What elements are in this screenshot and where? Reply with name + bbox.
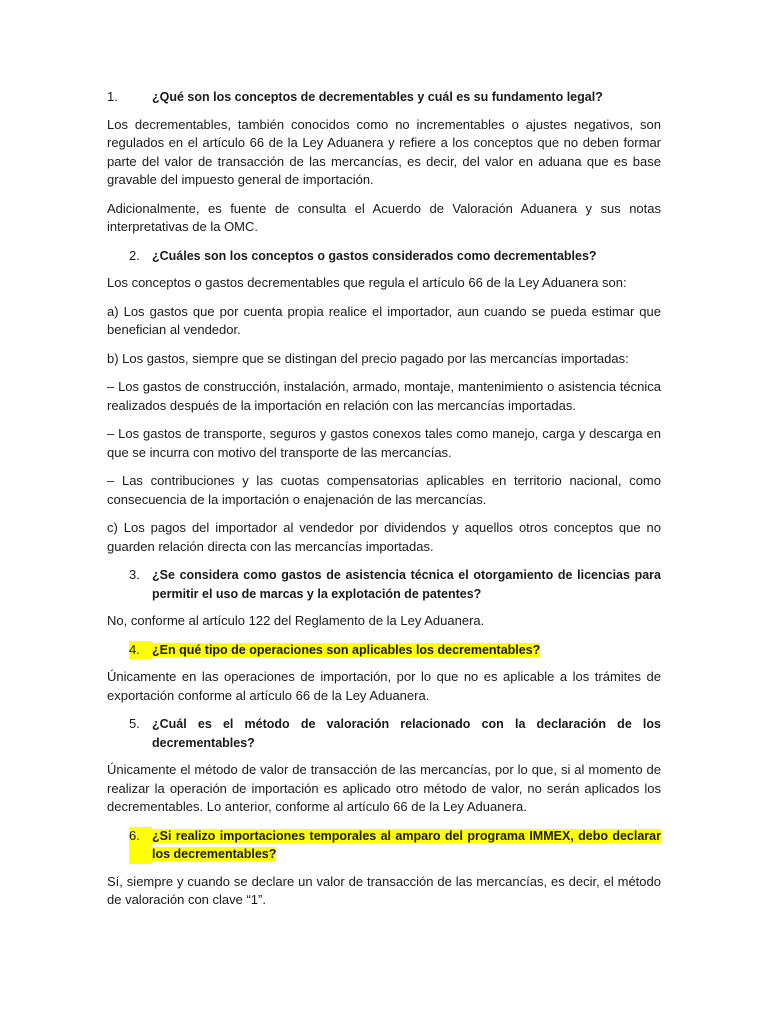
question-2: [107, 247, 661, 266]
answer-paragraph: Los conceptos o gastos decrementables que regula el artículo 66 de la Ley Aduanera son:: [107, 275, 627, 290]
answer-paragraph: Sí, siempre y cuando se declare un valor de transacción de las mercancías, es decir, el método de valoración con clave “1”.: [107, 873, 661, 907]
question-heading: ¿Qué son los conceptos de decrementables y cuál es su fundamento legal?: [152, 90, 603, 104]
answer-paragraph: No, conforme al artículo 122 del Reglamento de la Ley Aduanera.: [107, 613, 485, 628]
answer-paragraph: c) Los pagos del importador al vendedor por dividendos y aquellos otros conceptos que no guarden relación directa con las mercancías importadas.: [107, 520, 661, 554]
question-number: 5.: [129, 716, 140, 731]
question-number: 6.: [129, 827, 152, 864]
question-number: 2.: [129, 247, 140, 263]
question-number: 1.: [107, 89, 118, 104]
question-4: [107, 641, 661, 660]
answer-paragraph: – Los gastos de construcción, instalación, armado, montaje, mantenimiento o asistencia técnica realizados después de la importación en relación con las mercancías importadas.: [107, 379, 661, 413]
answer-paragraph: Únicamente en las operaciones de importación, por lo que no es aplicable a los trámites de exportación conforme al artículo 66 de la Ley Aduanera.: [107, 669, 661, 703]
answer-paragraph: – Las contribuciones y las cuotas compensatorias aplicables en territorio nacional, como consecuencia de la importación o enajenación de las mercancías.: [107, 473, 661, 507]
answer-paragraph: – Los gastos de transporte, seguros y gastos conexos tales como manejo, carga y descarga en que se incurra con motivo del transporte de las mercancías.: [107, 426, 661, 460]
question-heading: ¿Cuáles son los conceptos o gastos considerados como decrementables?: [152, 248, 597, 263]
answer-paragraph: Los decrementables, también conocidos como no incrementables o ajustes negativos, son regulados en el artículo 66 de la Ley Aduanera y refiere a los conceptos que no deben formar parte del valor de transacción de las mercancías, es decir, del valor en aduana que es base gravable del impuesto general de importación.: [107, 116, 661, 187]
question-3: [107, 566, 661, 603]
question-number: 3.: [129, 567, 140, 582]
question-heading: ¿Cuál es el método de valoración relacionado con la declaración de los decrementables?: [152, 717, 661, 750]
question-heading: ¿Se considera como gastos de asistencia técnica el otorgamiento de licencias para permitir el uso de marcas y la explotación de patentes?: [152, 568, 661, 601]
answer-paragraph: a) Los gastos que por cuenta propia realice el importador, aun cuando se pueda estimar que benefician al vendedor.: [107, 303, 661, 337]
question-heading-highlighted: ¿Si realizo importaciones temporales al amparo del programa IMMEX, debo declarar los decrementables?: [152, 828, 661, 861]
answer-paragraph: Únicamente el método de valor de transacción de las mercancías, por lo que, si al momento de realizar la operación de importación es aplicado otro método de valor, no serán aplicados los decrementables. Lo anterior, conforme al artículo 66 de la Ley Aduanera.: [107, 762, 661, 814]
document-page: [107, 88, 661, 920]
question-number: 4.: [129, 641, 152, 660]
question-heading-highlighted: ¿En qué tipo de operaciones son aplicables los decrementables?: [152, 642, 541, 657]
question-1: [107, 88, 661, 107]
answer-paragraph: b) Los gastos, siempre que se distingan del precio pagado por las mercancías importadas:: [107, 350, 629, 366]
question-6: [107, 827, 661, 864]
question-5: [107, 715, 661, 752]
answer-paragraph: Adicionalmente, es fuente de consulta el Acuerdo de Valoración Aduanera y sus notas interpretativas de la OMC.: [107, 200, 661, 234]
